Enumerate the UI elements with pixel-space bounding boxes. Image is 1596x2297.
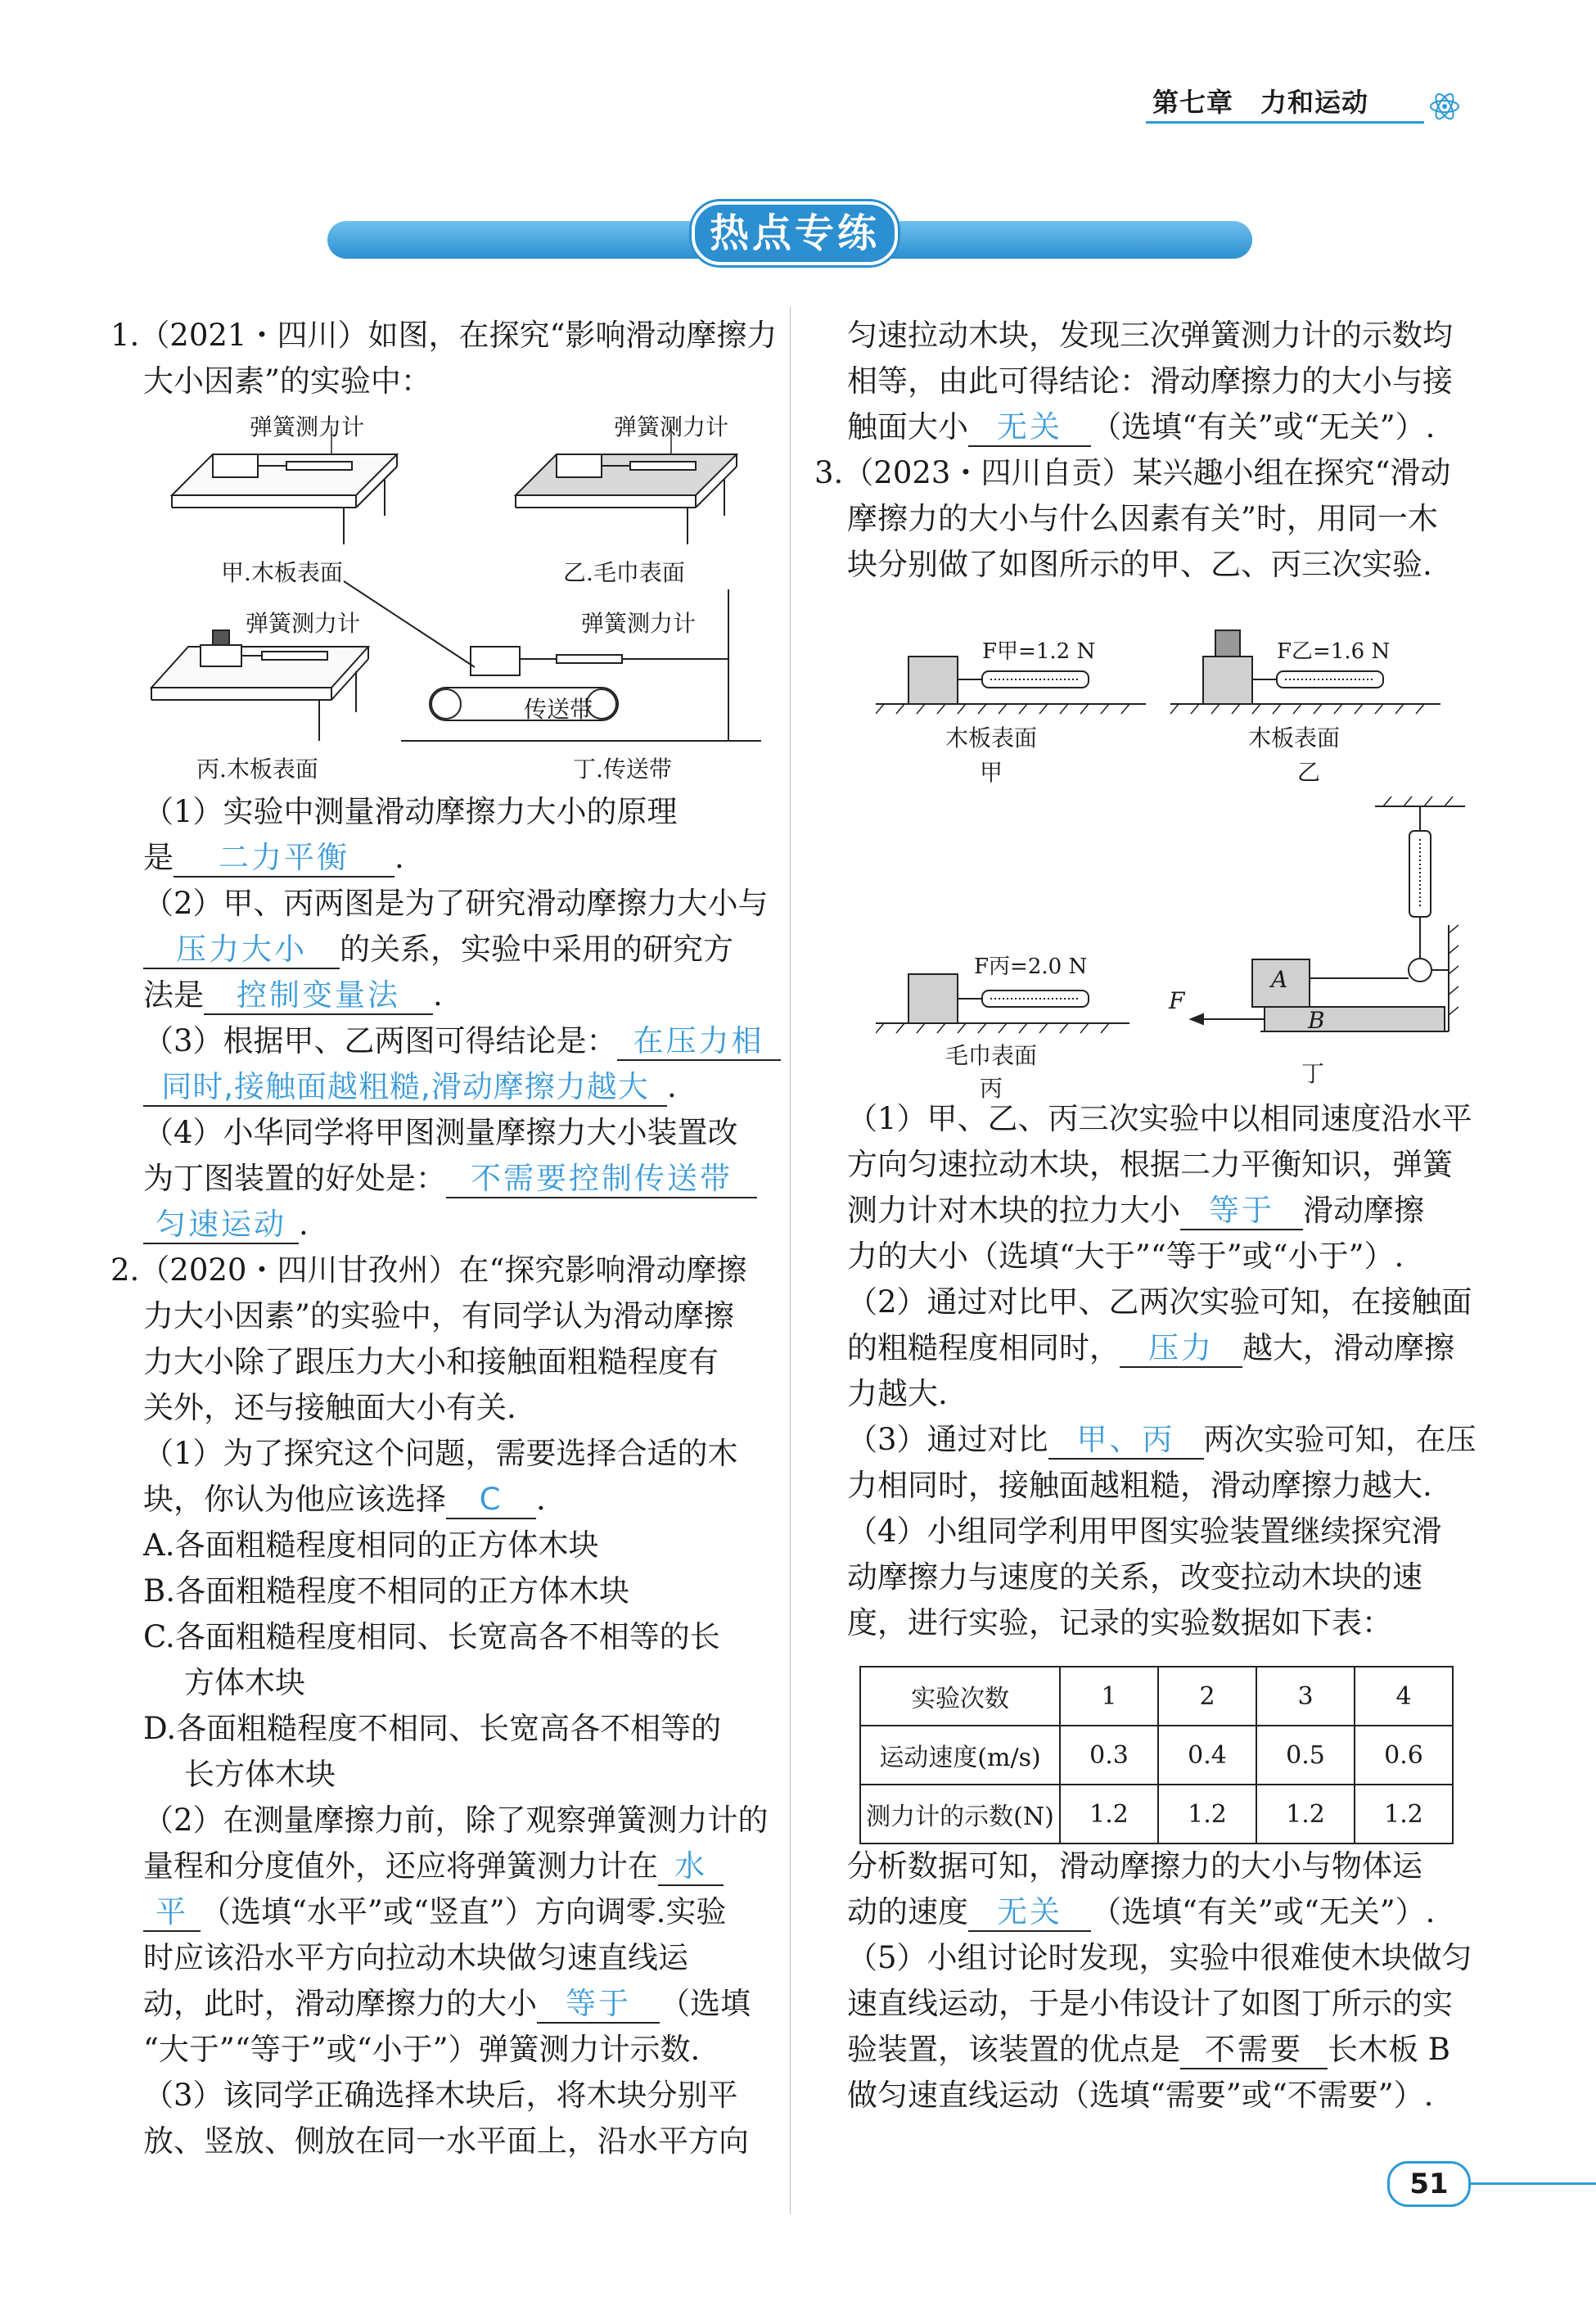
section-title: 热点专练 <box>692 201 898 265</box>
q3-force-jia: F甲=1.2 N <box>982 639 1096 664</box>
q2-part2-line5: 动，此时，滑动摩擦力的大小 等于 （选填 <box>143 1986 751 2024</box>
q1-belt-label: 传送带 <box>524 696 593 723</box>
q1-part4-line3: 匀速运动 . <box>143 1207 309 1244</box>
q1-caption-jia: 甲.木板表面 <box>221 559 343 586</box>
table-row <box>860 1726 1453 1785</box>
q1-part1-line1: （1）实验中测量滑动摩擦力大小的原理 <box>143 794 678 829</box>
q2-option-c-line1: C.各面粗糙程度相同、长宽高各不相等的长 <box>143 1619 720 1654</box>
q2-part2-line6: “大于”“等于”或“小于”）弹簧测力计示数. <box>143 2032 701 2067</box>
q3-answer-4: 无关 <box>968 1894 1091 1932</box>
q2-part3-line1: （3）该同学正确选择木块后，将木块分别平 <box>143 2078 738 2113</box>
column-divider <box>790 307 791 2214</box>
page-number: 51 <box>1387 2161 1471 2207</box>
q1-answer-4b: 匀速运动 <box>143 1207 299 1244</box>
table-cell: 0.3 <box>1060 1726 1158 1785</box>
q1-answer-2a: 压力大小 <box>143 932 340 969</box>
q1-part1-line2: 是 二力平衡 . <box>143 840 404 878</box>
q1-answer-1: 二力平衡 <box>174 840 394 878</box>
q2-part2-line3: 平 （选填“水平”或“竖直”）方向调零.实验 <box>143 1894 726 1932</box>
q2-part3-line4: 相等，由此可得结论：滑动摩擦力的大小与接 <box>847 363 1453 399</box>
table-cell: 1.2 <box>1060 1785 1158 1843</box>
q1-answer-4a: 不需要控制传送带 <box>446 1161 757 1198</box>
q3-part4-line5: 动的速度 无关 （选填“有关”或“无关”）. <box>847 1894 1435 1932</box>
q3-label-ding: 丁 <box>1301 1060 1325 1087</box>
q3-surface-bing: 毛巾表面 <box>945 1042 1038 1069</box>
q1-caption-yi: 乙.毛巾表面 <box>563 559 685 586</box>
q3-force-bing: F丙=2.0 N <box>974 954 1088 979</box>
q2-part3-line3: 匀速拉动木块，发现三次弹簧测力计的示数均 <box>847 318 1453 353</box>
table-cell: 测力计的示数(N) <box>860 1785 1060 1843</box>
q3-data-table <box>859 1666 1454 1844</box>
atom-icon <box>1428 90 1461 123</box>
table-cell: 2 <box>1158 1667 1256 1726</box>
q3-part2-line3: 力越大. <box>847 1376 948 1411</box>
q1-meter-label-b: 弹簧测力计 <box>614 413 729 440</box>
q1-figures <box>147 409 769 794</box>
q1-answer-2b: 控制变量法 <box>204 977 433 1015</box>
chapter-header: 第七章 力和运动 <box>1152 87 1369 118</box>
q2-part2-line1: （2）在测量摩擦力前，除了观察弹簧测力计的 <box>143 1803 769 1838</box>
table-cell: 1 <box>1060 1667 1158 1726</box>
q1-part3-line1: （3）根据甲、乙两图可得结论是： 在压力相 <box>143 1023 781 1061</box>
q3-part2-line2: 的粗糙程度相同时， 压力 越大，滑动摩擦 <box>847 1330 1454 1368</box>
q2-answer-2c: 等于 <box>537 1986 660 2024</box>
q2-option-c-line2: 方体木块 <box>184 1665 305 1700</box>
q3-part5-line2: 速直线运动，于是小伟设计了如图丁所示的实 <box>847 1986 1453 2021</box>
q3-answer-5: 不需要 <box>1180 2032 1328 2069</box>
q2-answer-3: 无关 <box>968 409 1091 447</box>
q2-part1-line1: （1）为了探究这个问题，需要选择合适的木 <box>143 1436 738 1471</box>
table-cell: 实验次数 <box>860 1667 1060 1726</box>
table-cell: 1.2 <box>1256 1785 1355 1843</box>
q3-answer-1: 等于 <box>1180 1193 1303 1230</box>
q2-part1-line2: 块，你认为他应该选择 C . <box>143 1482 546 1519</box>
q1-meter-label-c: 弹簧测力计 <box>246 610 361 637</box>
table-cell: 运动速度(m/s) <box>860 1726 1060 1785</box>
q3-part2-line1: （2）通过对比甲、乙两次实验可知，在接触面 <box>847 1284 1472 1320</box>
table-cell: 0.6 <box>1355 1726 1453 1785</box>
q3-label-bing: 丙 <box>980 1075 1003 1102</box>
q3-surface-jia: 木板表面 <box>945 724 1038 751</box>
table-row <box>860 1785 1453 1843</box>
q3-block-a: A <box>1271 966 1288 993</box>
q1-part4-line1: （4）小华同学将甲图测量摩擦力大小装置改 <box>143 1115 738 1150</box>
q2-option-d-line1: D.各面粗糙程度不相同、长宽高各不相等的 <box>143 1711 722 1746</box>
header-underline <box>1146 121 1424 124</box>
q3-force-f: F <box>1169 987 1185 1014</box>
q1-answer-3a: 在压力相 <box>617 1023 781 1061</box>
q3-label-jia: 甲 <box>980 759 1003 786</box>
table-cell: 1.2 <box>1355 1785 1453 1843</box>
q1-meter-label-d: 弹簧测力计 <box>581 610 697 637</box>
q3-part1-line1: （1）甲、乙、丙三次实验中以相同速度沿水平 <box>847 1101 1472 1136</box>
q1-stem-line2: 大小因素”的实验中： <box>143 363 431 399</box>
q3-stem-line1: 3.（2023・四川自贡）某兴趣小组在探究“滑动 <box>814 455 1451 490</box>
table-cell: 3 <box>1256 1667 1355 1726</box>
q3-part5-line1: （5）小组讨论时发现，实验中很难使木块做匀 <box>847 1940 1472 1975</box>
page-number-line <box>1469 2182 1596 2185</box>
q3-part5-line3: 验装置，该装置的优点是 不需要 长木板 B <box>847 2032 1450 2069</box>
q3-stem-line2: 摩擦力的大小与什么因素有关”时，用同一木 <box>847 501 1438 536</box>
q1-caption-bing: 丙.木板表面 <box>196 756 318 783</box>
q2-option-d-line2: 长方体木块 <box>184 1757 336 1792</box>
q2-answer-2b: 平 <box>143 1894 201 1932</box>
q2-option-a: A.各面粗糙程度相同的正方体木块 <box>143 1528 599 1563</box>
q3-surface-yi: 木板表面 <box>1248 724 1341 751</box>
table-cell: 4 <box>1355 1667 1453 1726</box>
q2-part2-line2: 量程和分度值外，还应将弹簧测力计在 水 <box>143 1848 724 1886</box>
q1-part4-line2: 为丁图装置的好处是： 不需要控制传送带 <box>143 1161 757 1198</box>
q1-stem-line1: 1.（2021・四川）如图，在探究“影响滑动摩擦力 <box>110 318 778 353</box>
q2-stem-line4: 关外，还与接触面大小有关. <box>143 1390 516 1425</box>
q2-answer-2a: 水 <box>658 1848 724 1886</box>
q1-caption-ding: 丁.传送带 <box>573 756 672 783</box>
q1-part2-line1: （2）甲、丙两图是为了研究滑动摩擦力大小与 <box>143 886 769 921</box>
table-row <box>860 1667 1453 1726</box>
q3-figures <box>876 606 1490 1089</box>
q1-part2-line2: 压力大小 的关系，实验中采用的研究方 <box>143 932 733 969</box>
q3-part1-line3: 测力计对木块的拉力大小 等于 滑动摩擦 <box>847 1193 1424 1230</box>
q3-part4-line2: 动摩擦力与速度的关系，改变拉动木块的速 <box>847 1559 1422 1595</box>
q3-part5-line4: 做匀速直线运动（选填“需要”或“不需要”）. <box>847 2078 1434 2113</box>
q3-label-yi: 乙 <box>1297 759 1321 786</box>
q2-part2-line4: 时应该沿水平方向拉动木块做匀速直线运 <box>143 1940 688 1975</box>
q3-part4-line4: 分析数据可知，滑动摩擦力的大小与物体运 <box>847 1848 1422 1884</box>
q3-answer-2: 压力 <box>1120 1330 1242 1368</box>
q2-part3-line2: 放、竖放、侧放在同一水平面上，沿水平方向 <box>143 2123 749 2159</box>
table-cell: 0.4 <box>1158 1726 1256 1785</box>
q3-block-b: B <box>1308 1007 1325 1034</box>
table-cell: 1.2 <box>1158 1785 1256 1843</box>
q1-part2-line3: 法是 控制变量法 . <box>143 977 443 1015</box>
q3-part3-line2: 力相同时，接触面越粗糙，滑动摩擦力越大. <box>847 1468 1432 1503</box>
q1-answer-3b: 同时,接触面越粗糙,滑动摩擦力越大 <box>143 1069 667 1107</box>
q3-part4-line3: 度，进行实验，记录的实验数据如下表： <box>847 1605 1392 1640</box>
q3-stem-line3: 块分别做了如图所示的甲、乙、丙三次实验. <box>847 547 1432 582</box>
q3-part1-line4: 力的大小（选填“大于”“等于”或“小于”）. <box>847 1239 1404 1274</box>
q2-stem-line3: 力大小除了跟压力大小和接触面粗糙程度有 <box>143 1344 719 1379</box>
q3-part3-line1: （3）通过对比 甲、丙 两次实验可知，在压 <box>847 1422 1477 1460</box>
q2-part3-line5: 触面大小 无关 （选填“有关”或“无关”）. <box>847 409 1435 447</box>
q2-stem-line2: 力大小因素”的实验中，有同学认为滑动摩擦 <box>143 1298 734 1334</box>
q1-meter-label-a: 弹簧测力计 <box>250 413 365 440</box>
q1-part3-line2: 同时,接触面越粗糙,滑动摩擦力越大 . <box>143 1069 677 1107</box>
q3-force-yi: F乙=1.6 N <box>1277 639 1391 664</box>
table-cell: 0.5 <box>1256 1726 1355 1785</box>
q3-answer-3: 甲、丙 <box>1048 1422 1204 1460</box>
q3-part4-line1: （4）小组同学利用甲图实验装置继续探究滑 <box>847 1514 1442 1549</box>
q3-part1-line2: 方向匀速拉动木块，根据二力平衡知识，弹簧 <box>847 1147 1453 1182</box>
q2-stem-line1: 2.（2020・四川甘孜州）在“探究影响滑动摩擦 <box>110 1252 747 1288</box>
q2-answer-1: C <box>446 1482 536 1519</box>
q2-option-b: B.各面粗糙程度不相同的正方体木块 <box>143 1573 629 1609</box>
